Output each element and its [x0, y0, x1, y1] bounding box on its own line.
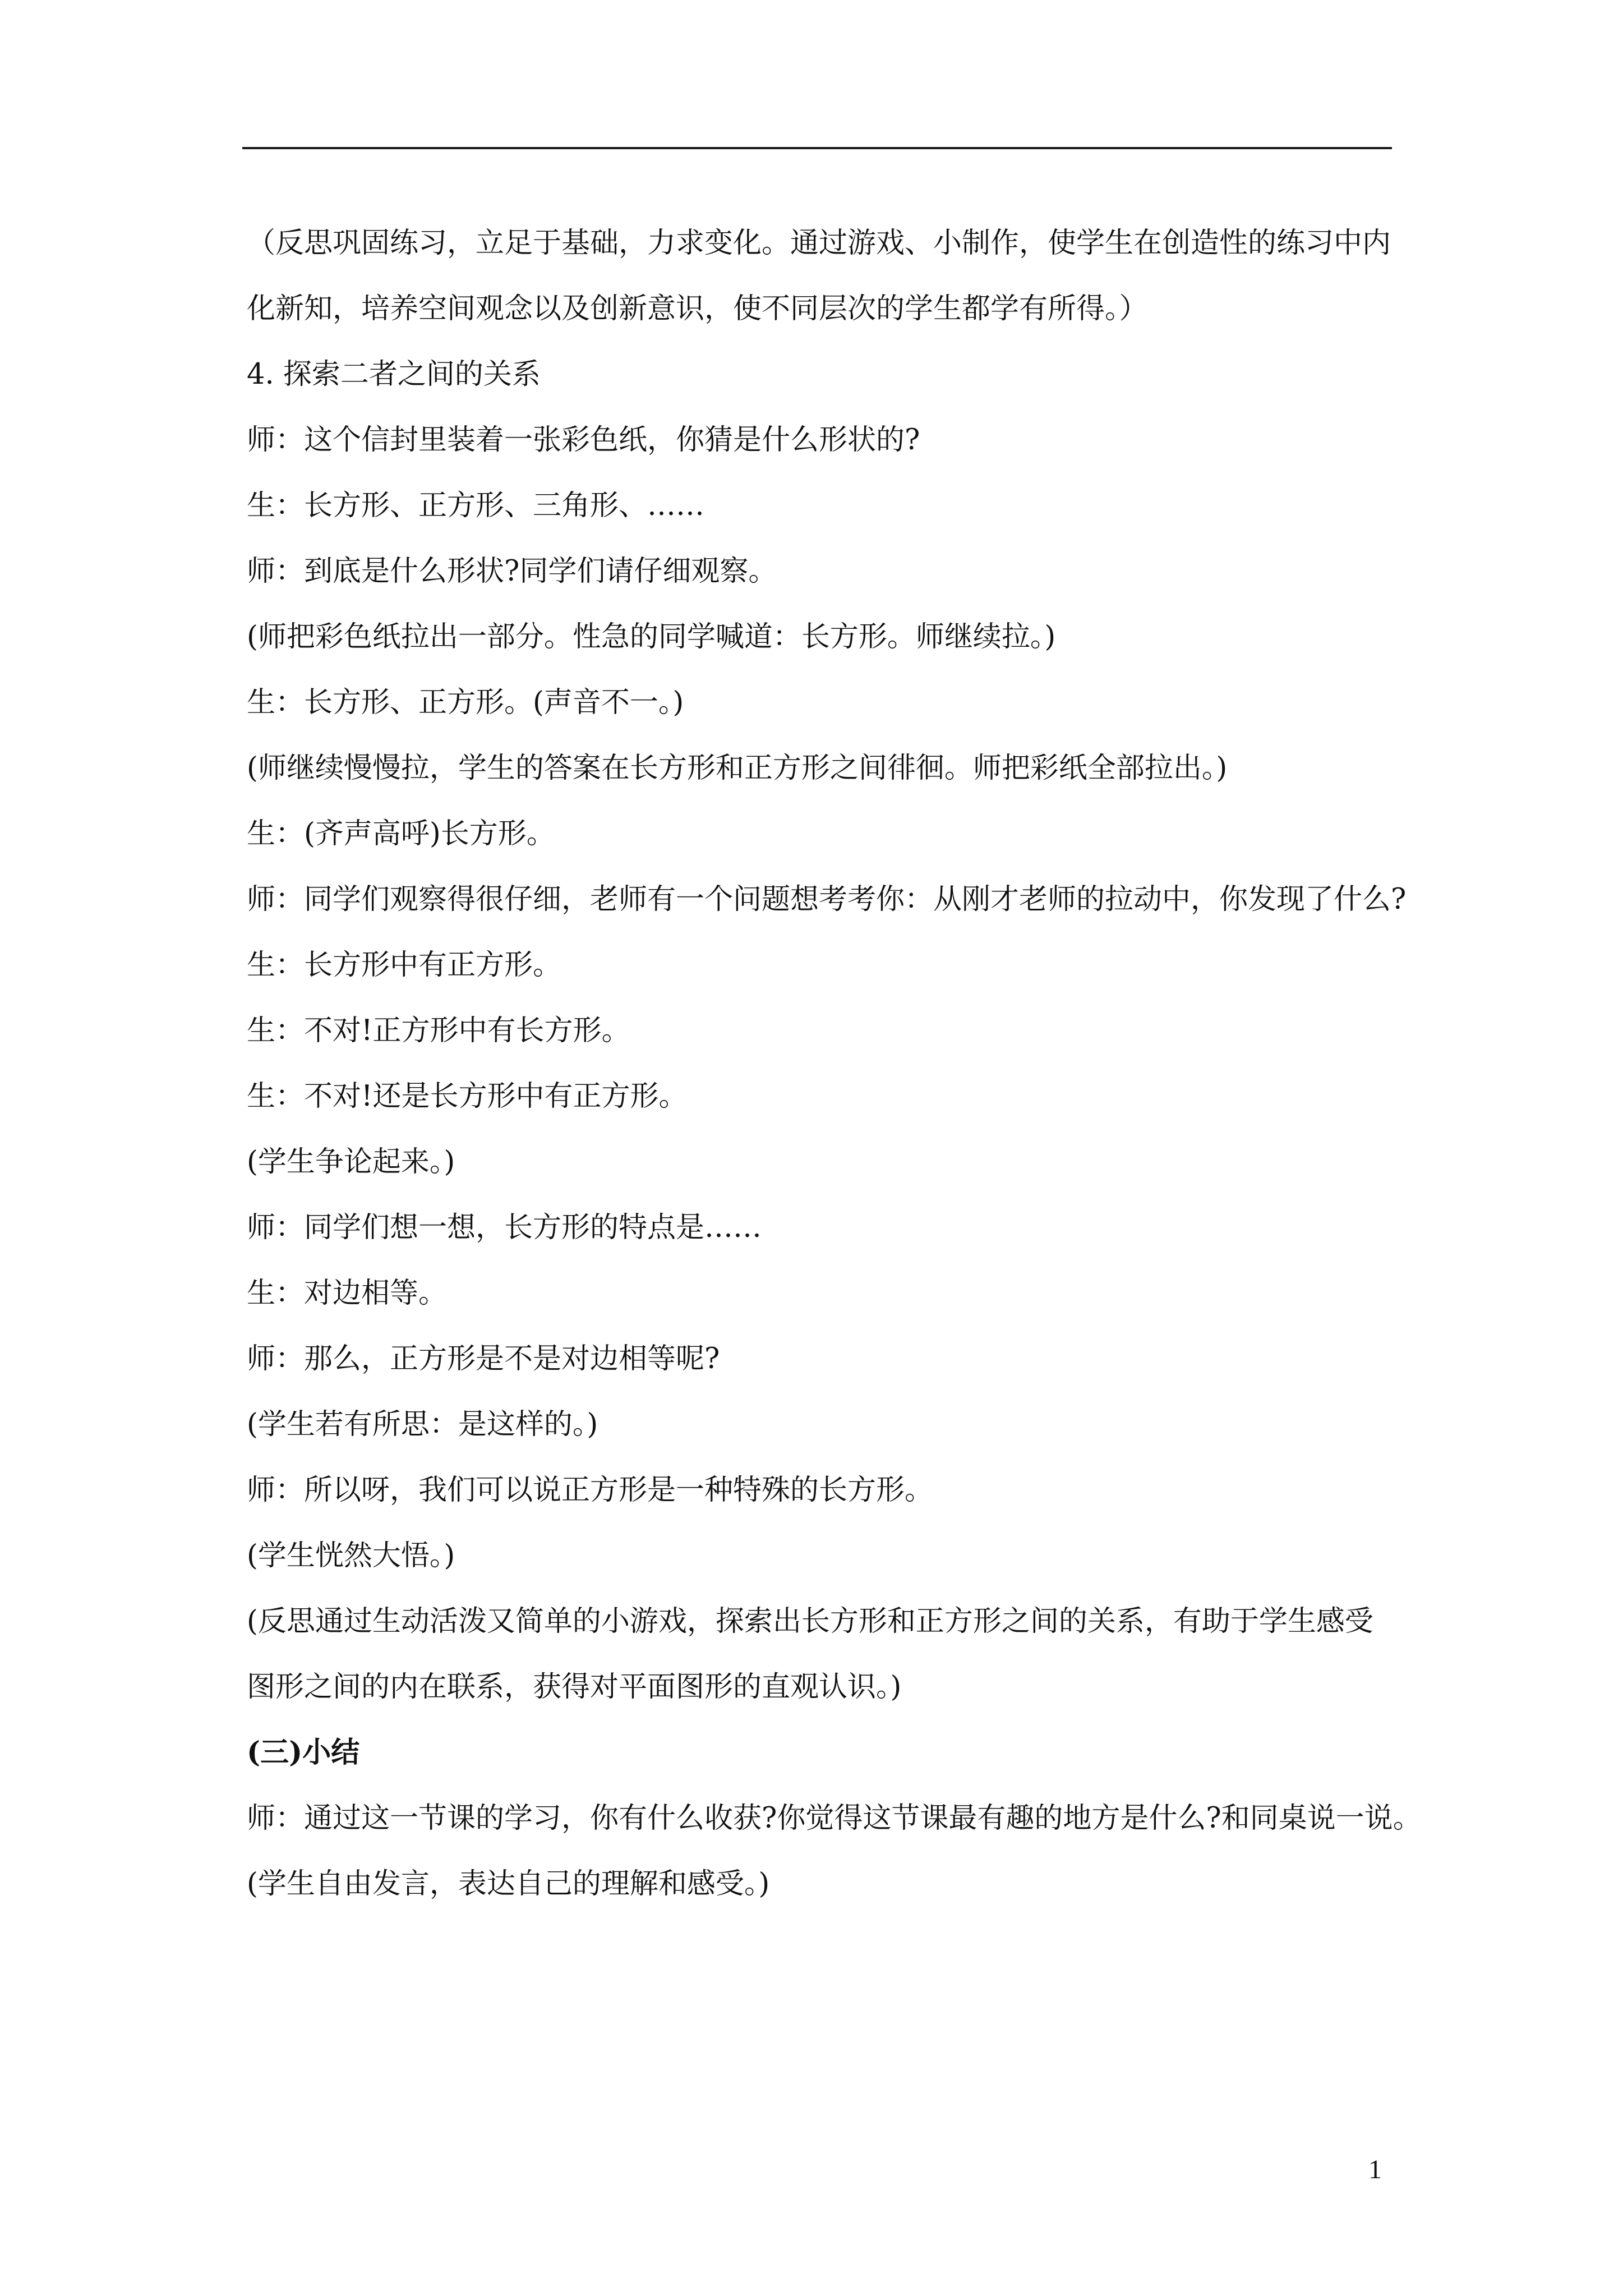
dialogue-line: 生：对边相等。: [247, 1277, 448, 1310]
page-number: 1: [1368, 2155, 1382, 2184]
dialogue-line: 生：长方形、正方形。(声音不一。): [247, 686, 684, 719]
dialogue-line: 师：同学们想一想，长方形的特点是……: [247, 1211, 762, 1244]
dialogue-line: 师：同学们观察得很仔细，老师有一个问题想考考你：从刚才老师的拉动中，你发现了什么?: [247, 883, 1407, 916]
section-heading-summary: (三)小结: [247, 1736, 360, 1769]
stage-direction: (师继续慢慢拉，学生的答案在长方形和正方形之间徘徊。师把彩纸全部拉出。): [247, 752, 1228, 785]
stage-direction: (学生争论起来。): [247, 1145, 455, 1179]
dialogue-line: 师：所以呀，我们可以说正方形是一种特殊的长方形。: [247, 1474, 934, 1507]
paragraph-reflection-consolidation: （反思巩固练习，立足于基础，力求变化。通过游戏、小制作，使学生在创造性的练习中内化新知，培养空间观念以及创新意识，使不同层次的学生都学有所得。）: [247, 227, 1391, 325]
dialogue-line: 生：(齐声高呼)长方形。: [247, 817, 555, 850]
dialogue-line: 生：不对!还是长方形中有正方形。: [247, 1080, 688, 1113]
stage-direction: (师把彩色纸拉出一部分。性急的同学喊道：长方形。师继续拉。): [247, 620, 1056, 654]
stage-direction: (学生若有所思：是这样的。): [247, 1408, 598, 1441]
dialogue-line: 生：长方形中有正方形。: [247, 949, 562, 982]
stage-direction: (学生恍然大悟。): [247, 1539, 455, 1572]
stage-direction: (学生自由发言，表达自己的理解和感受。): [247, 1867, 770, 1901]
header-rule: [242, 147, 1392, 149]
dialogue-line: 生：不对!正方形中有长方形。: [247, 1014, 630, 1047]
paragraph-reflection-relationship: (反思通过生动活泼又简单的小游戏，探索出长方形和正方形之间的关系，有助于学生感受图形之间的内在联系，获得对平面图形的直观认识。): [247, 1605, 1373, 1704]
dialogue-line: 师：那么，正方形是不是对边相等呢?: [247, 1342, 720, 1375]
document-body: [247, 210, 1422, 1917]
dialogue-line: 师：这个信封里装着一张彩色纸，你猜是什么形状的?: [247, 424, 920, 457]
dialogue-line: 师：通过这一节课的学习，你有什么收获?你觉得这节课最有趣的地方是什么?和同桌说一说。: [247, 1802, 1422, 1835]
dialogue-line: 生：长方形、正方形、三角形、……: [247, 489, 705, 522]
section-heading-relationship: 4. 探索二者之间的关系: [247, 358, 541, 391]
dialogue-line: 师：到底是什么形状?同学们请仔细观察。: [247, 555, 777, 588]
